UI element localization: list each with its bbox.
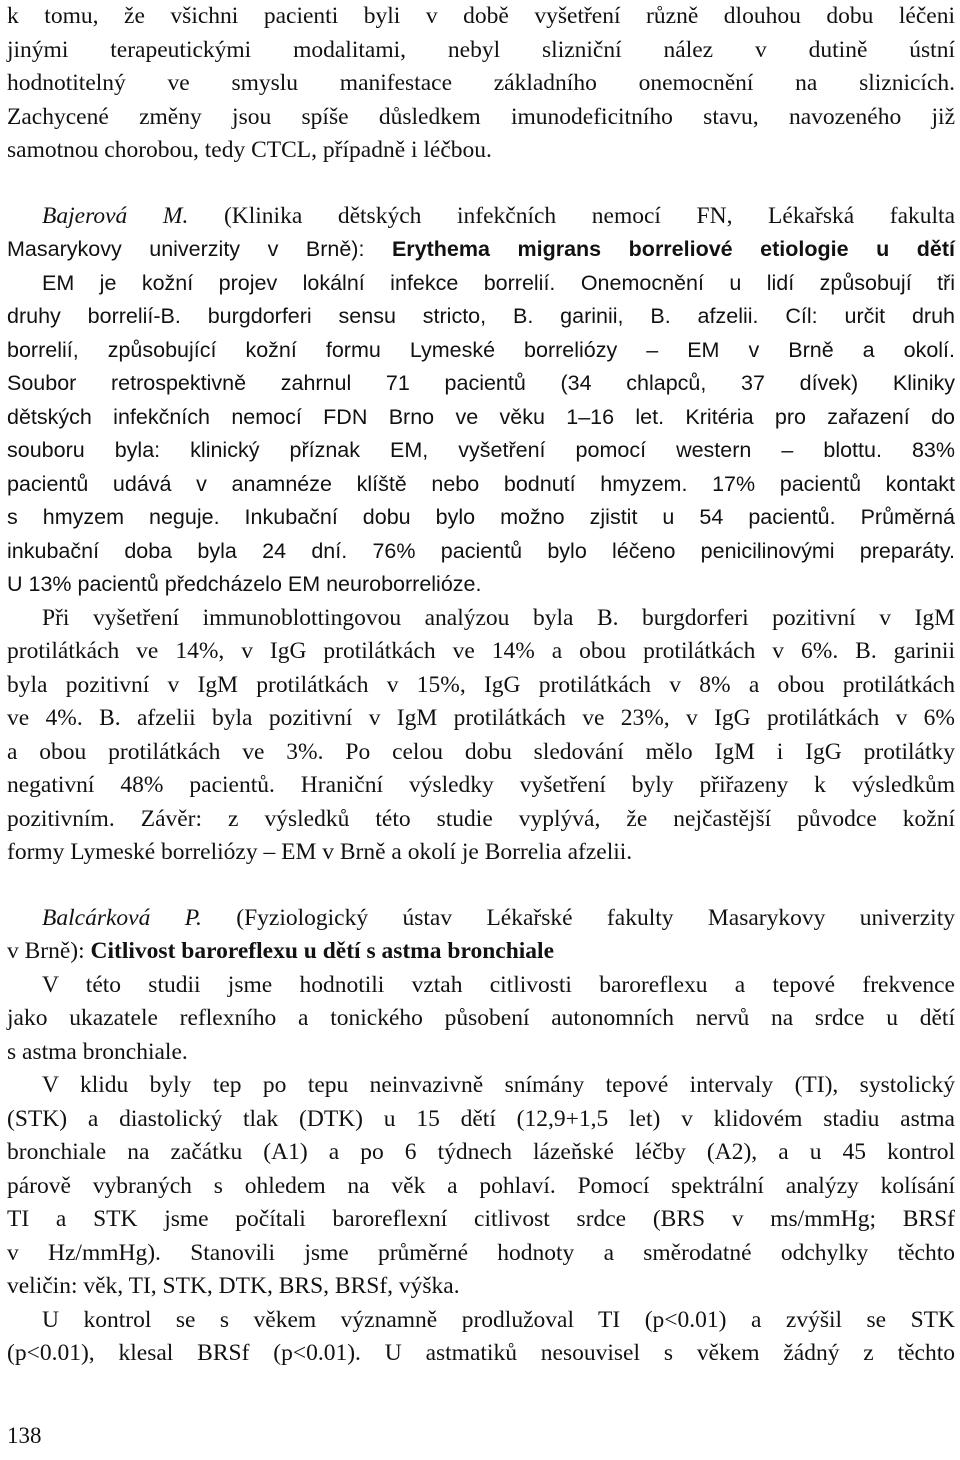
text-line: byla pozitivní v IgM protilátkách v 15%, IgG protilátkách v 8% a obou protilátkách [7,671,955,698]
affiliation: (Fyziologický ústav Lékařské fakulty Masarykovy univerzity [236,904,955,931]
text-line: ve 4%. B. afzelii byla pozitivní v IgM protilátkách ve 23%, v IgG protilátkách v 6% [7,705,955,731]
document-page [7,0,955,1371]
affiliation: (Klinika dětských infekčních nemocí FN, Lékařská fakulta [223,202,956,229]
text-line: negativní 48% pacientů. Hraniční výsledky vyšetření byly přiřazeny k výsledkům [7,772,955,798]
text-line: samotnou chorobou, tedy CTCL, případně i léčbou. [7,137,492,163]
text-line: (STK) a diastolický tlak (DTK) u 15 dětí (12,9+1,5 let) v klidovém stadiu astma [7,1105,955,1132]
text-line: bronchiale na začátku (A1) a po 6 týdnech lázeňské léčby (A2), a u 45 kontrol [7,1139,955,1165]
text-line: formy Lymeské borreliózy – EM v Brně a okolí je Borrelia afzelii. [7,839,633,865]
text-line: hodnotitelný ve smyslu manifestace základního onemocnění na sliznicích. [7,70,955,96]
text-line: EM je kožní projev lokální infekce borrelií. Onemocnění u lidí způsobují tři [42,270,955,295]
text-line: (p<0.01), klesal BRSf (p<0.01). U astmatiků nesouvisel s věkem žádný z těchto [7,1340,955,1366]
intro-paragraph [7,0,955,168]
text-line: k tomu, že všichni pacienti byli v době vyšetření různě dlouhou dobu léčeni [7,3,955,29]
abstract-title: Erythema migrans borreliové etiologie u dětí [391,237,955,261]
text-line: s hmyzem neguje. Inkubační dobu bylo možno zjistit u 54 pacientů. Průměrná [7,505,955,529]
text-line: U kontrol se s věkem významně prodlužoval TI (p<0.01) a zvýšil se STK [42,1306,955,1333]
abstract-balcarkova [7,902,955,1371]
text-line: s astma bronchiale. [7,1038,188,1065]
affiliation: Masarykovy univerzity v Brně): [7,237,365,261]
author-name: Balcárková P. [42,904,202,931]
abstract-body-serif [7,602,955,870]
text-line: jinými terapeutickými modalitami, nebyl slizniční nález v dutině ústní [7,36,955,63]
text-line: borrelií, způsobující kožní formu Lymeské borreliózy – EM v Brně a okolí. [7,337,955,362]
text-line: V této studii jsme hodnotili vztah citlivosti baroreflexu a tepové frekvence [42,971,955,998]
abstract-header-line [7,200,955,234]
text-line: párově vybraných s ohledem na věk a pohlaví. Pomocí spektrální analýzy kolísání [7,1172,955,1199]
text-line: Soubor retrospektivně zahrnul 71 pacientů (34 chlapců, 37 dívek) Kliniky [7,371,955,395]
text-line: Při vyšetření immunoblottingovou analýzou byla B. burgdorferi pozitivní v IgM [42,604,955,631]
text-line: veličin: věk, TI, STK, DTK, BRS, BRSf, výška. [7,1273,460,1299]
text-line: TI a STK jsme počítali baroreflexní citlivost srdce (BRS v ms/mmHg; BRSf [7,1206,955,1232]
text-line: pacientů udává v anamnéze klíště nebo bodnutí hmyzem. 17% pacientů kontakt [7,471,955,496]
text-line: Zachycené změny jsou spíše důsledkem imunodeficitního stavu, navozeného již [7,103,955,130]
text-line: jako ukazatele reflexního a tonického působení autonomních nervů na srdce u dětí [7,1005,955,1031]
text-line: U 13% pacientů předcházelo EM neuroborrelióze. [7,572,482,596]
paragraph [7,969,955,1070]
text-line: dětských infekčních nemocí FDN Brno ve věku 1–16 let. Kritéria pro zařazení do [7,404,955,429]
abstract-header-line [7,902,955,936]
page-number: 138 [7,1423,42,1448]
abstract-title: Citlivost baroreflexu u dětí s astma bronchiale [90,938,555,964]
abstract-bajerova [7,200,955,870]
abstract-body-sans [7,267,955,602]
abstract-header-line [7,935,955,969]
text-line: v Hz/mmHg). Stanovili jsme průměrné hodnoty a směrodatné odchylky těchto [7,1239,955,1266]
author-name: Bajerová M. [42,202,189,229]
affiliation: v Brně): [7,938,85,964]
abstract-header-line [7,233,955,267]
paragraph [7,1069,955,1304]
text-line: protilátkách ve 14%, v IgG protilátkách ve 14% a obou protilátkách v 6%. B. garinii [7,638,955,664]
text-line: pozitivním. Závěr: z výsledků této studie vyplývá, že nejčastější původce kožní [7,805,955,832]
text-line: inkubační doba byla 24 dní. 76% pacientů bylo léčeno penicilinovými preparáty. [7,538,955,563]
text-line: a obou protilátkách ve 3%. Po celou dobu sledování mělo IgM i IgG protilátky [7,738,955,765]
text-line: V klidu byly tep po tepu neinvazivně snímány tepové intervaly (TI), systolický [42,1072,955,1098]
paragraph [7,1304,955,1371]
text-line: souboru byla: klinický příznak EM, vyšetření pomocí western – blottu. 83% [7,438,955,462]
text-line: druhy borrelií-B. burgdorferi sensu stricto, B. garinii, B. afzelii. Cíl: určit druh [7,304,955,328]
